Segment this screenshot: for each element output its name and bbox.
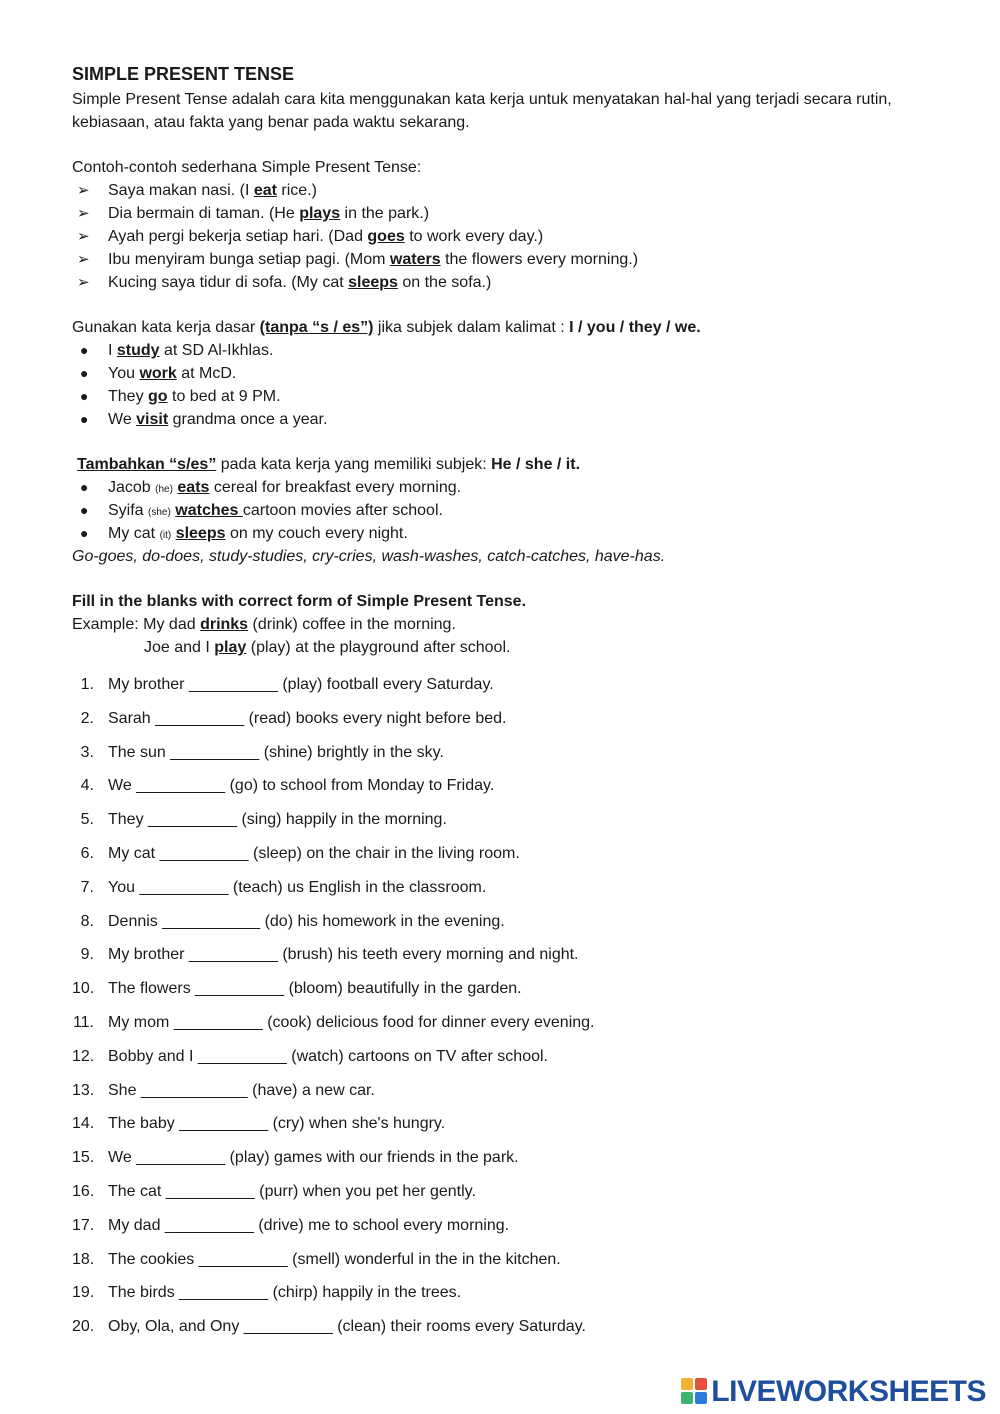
bullet-icon: ● (80, 411, 89, 427)
s-examples-list (72, 476, 952, 545)
list-item: ➢ Dia bermain di taman. (He plays in the park.) (72, 202, 952, 225)
question-item[interactable]: 5. They __________ (sing) happily in the morning. (80, 811, 447, 829)
bullet-icon: ● (80, 479, 89, 495)
question-item[interactable]: 4. We __________ (go) to school from Monday to Friday. (80, 777, 495, 795)
list-item: ➢ Saya makan nasi. (I eat rice.) (72, 179, 952, 202)
exercise-heading: Fill in the blanks with correct form of Simple Present Tense. (72, 593, 527, 610)
question-item[interactable]: 8. Dennis ___________ (do) his homework in the evening. (80, 912, 505, 930)
question-item[interactable]: 1. My brother __________ (play) football every Saturday. (80, 676, 494, 693)
s-es-rule: Tambahkan “s/es” pada kata kerja yang memiliki subjek: He / she / it. (77, 456, 581, 473)
base-verb-rule: Gunakan kata kerja dasar (tanpa “s / es”) jika subjek dalam kalimat : I / you / they / we. (72, 319, 701, 336)
base-examples-list (72, 339, 952, 431)
question-item[interactable]: 20. Oby, Ola, and Ony __________ (clean) their rooms every Saturday. (72, 1318, 586, 1336)
list-item: ● I study at SD Al-Ikhlas. (72, 339, 952, 362)
list-item: ➢ Kucing saya tidur di sofa. (My cat sleeps on the sofa.) (72, 271, 952, 294)
question-item[interactable]: 11. My mom __________ (cook) delicious food for dinner every evening. (72, 1013, 595, 1031)
exercise-example-1: Example: My dad drinks (drink) coffee in the morning. (72, 616, 456, 633)
bullet-icon: ● (80, 525, 89, 541)
spelling-note: Go-goes, do-does, study-studies, cry-cries, wash-washes, catch-catches, have-has. (72, 548, 666, 565)
worksheet (72, 62, 952, 1349)
list-item: ● You work at McD. (72, 362, 952, 385)
bullet-icon: ● (80, 342, 89, 358)
examples-heading: Contoh-contoh sederhana Simple Present Tense: (72, 159, 422, 176)
question-item[interactable]: 3. The sun __________ (shine) brightly in the sky. (80, 743, 444, 761)
questions-list (72, 673, 952, 1349)
question-item[interactable]: 15. We __________ (play) games with our friends in the park. (72, 1149, 519, 1167)
question-item[interactable]: 9. My brother __________ (brush) his teeth every morning and night. (80, 946, 579, 964)
question-item[interactable]: 2. Sarah __________ (read) books every night before bed. (80, 709, 507, 727)
exercise-example-2: Joe and I play (play) at the playground after school. (144, 639, 511, 656)
bullet-icon: ● (80, 388, 89, 404)
arrow-bullet-icon: ➢ (77, 274, 90, 291)
bullet-icon: ● (80, 502, 89, 518)
examples-list (72, 179, 952, 294)
arrow-bullet-icon: ➢ (77, 205, 90, 222)
question-item[interactable]: 18. The cookies __________ (smell) wonderful in the in the kitchen. (72, 1250, 561, 1268)
arrow-bullet-icon: ➢ (77, 182, 90, 199)
list-item: ➢ Ayah pergi bekerja setiap hari. (Dad goes to work every day.) (72, 225, 952, 248)
liveworksheets-logo-icon (681, 1378, 707, 1404)
intro-paragraph: Simple Present Tense adalah cara kita menggunakan kata kerja untuk menyatakan hal-hal yang terjadi secara rutin, kebiasaan, atau fakta yang benar pada waktu sekarang. (72, 91, 892, 131)
list-item: ➢ Ibu menyiram bunga setiap pagi. (Mom waters the flowers every morning.) (72, 248, 952, 271)
question-item[interactable]: 10. The flowers __________ (bloom) beautifully in the garden. (72, 980, 522, 998)
list-item: ● Syifa (she) watches cartoon movies after school. (72, 499, 952, 522)
bullet-icon: ● (80, 365, 89, 381)
question-item[interactable]: 19. The birds __________ (chirp) happily in the trees. (72, 1284, 462, 1302)
logo-text: LIVEWORKSHEETS (711, 1374, 986, 1408)
page-title: SIMPLE PRESENT TENSE (72, 64, 295, 84)
list-item: ● They go to bed at 9 PM. (72, 385, 952, 408)
question-item[interactable]: 7. You __________ (teach) us English in the classroom. (80, 878, 487, 896)
list-item: ● My cat (it) sleeps on my couch every night. (72, 522, 952, 545)
question-item[interactable]: 6. My cat __________ (sleep) on the chair in the living room. (80, 844, 520, 862)
question-item[interactable]: 16. The cat __________ (purr) when you pet her gently. (72, 1182, 476, 1200)
arrow-bullet-icon: ➢ (77, 251, 90, 268)
list-item: ● We visit grandma once a year. (72, 408, 952, 431)
question-item[interactable]: 17. My dad __________ (drive) me to school every morning. (72, 1216, 510, 1234)
question-item[interactable]: 14. The baby __________ (cry) when she's hungry. (72, 1115, 446, 1133)
question-item[interactable]: 13. She ____________ (have) a new car. (72, 1081, 375, 1099)
liveworksheets-logo (681, 1374, 986, 1408)
question-item[interactable]: 12. Bobby and I __________ (watch) cartoons on TV after school. (72, 1047, 548, 1065)
arrow-bullet-icon: ➢ (77, 228, 90, 245)
list-item: ● Jacob (he) eats cereal for breakfast every morning. (72, 476, 952, 499)
